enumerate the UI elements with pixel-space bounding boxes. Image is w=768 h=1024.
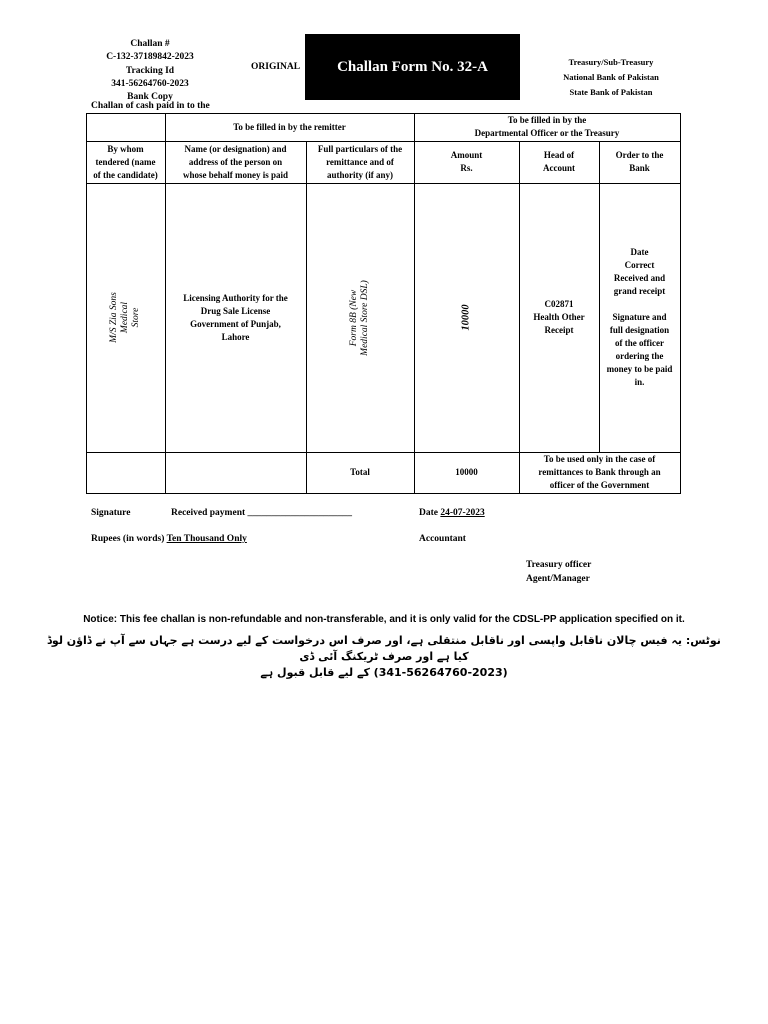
col-header-line: Name (or designation) and xyxy=(184,143,287,154)
bank-note xyxy=(519,452,680,493)
order-bank-line: Received and xyxy=(613,273,666,283)
date-field xyxy=(419,508,485,518)
col-header-order-bank xyxy=(599,141,680,183)
tendered-by-line: Store xyxy=(131,307,141,328)
col-header-line: Account xyxy=(543,163,575,173)
accountant-label: Accountant xyxy=(419,534,466,544)
notice-urdu xyxy=(40,633,728,681)
col-header-line: Order to the xyxy=(615,150,664,160)
treasury-line: State Bank of Pakistan xyxy=(569,87,653,97)
order-bank-line: ordering the xyxy=(615,351,664,361)
particulars-line: Medical Store DSL) xyxy=(359,279,370,356)
head-account-cell xyxy=(519,183,599,452)
col-header-line: authority (if any) xyxy=(327,169,393,180)
on-behalf-line: Drug Sale License xyxy=(200,305,271,316)
col-header-line: By whom xyxy=(107,143,144,154)
col-header-particulars xyxy=(306,141,414,183)
order-bank-cell xyxy=(599,183,680,452)
tracking-id: 341-56264760-2023 xyxy=(111,78,189,89)
treasury-block xyxy=(548,55,674,100)
col-header-head-account xyxy=(519,141,599,183)
tendered-by-cell xyxy=(86,183,165,452)
order-bank-line: Correct xyxy=(624,260,655,270)
rupees-field xyxy=(91,534,247,544)
particulars-cell xyxy=(306,183,414,452)
bank-note-line: officer of the Government xyxy=(549,480,650,490)
col-header-line: Full particulars of the xyxy=(317,143,403,154)
on-behalf-line: Licensing Authority for the xyxy=(183,292,288,303)
rupees-label: Rupees (in words) xyxy=(91,534,165,544)
col-header-name-address xyxy=(165,141,306,183)
received-label: Received payment xyxy=(171,508,246,518)
order-bank-line: Signature and xyxy=(612,312,667,322)
col-header-line: remittance and of xyxy=(326,156,394,167)
on-behalf-cell xyxy=(165,183,306,452)
col-header-line: Rs. xyxy=(460,163,473,173)
order-bank-line: grand receipt xyxy=(613,286,666,296)
amount-value: 10000 xyxy=(461,304,472,331)
treasury-line: Treasury/Sub-Treasury xyxy=(568,57,654,67)
col-header-line: address of the person on xyxy=(188,156,283,167)
total-label: Total xyxy=(350,467,370,477)
rupees-value: Ten Thousand Only xyxy=(166,534,247,544)
col-header-by-whom xyxy=(86,141,165,183)
order-bank-line: in. xyxy=(634,377,645,387)
signature-label: Signature xyxy=(91,508,131,518)
col-header-line: whose behalf money is paid xyxy=(182,169,289,180)
head-account-line: C02871 xyxy=(544,299,574,309)
col-header-line: tendered (name xyxy=(95,156,156,167)
particulars-line: Form 8B (New xyxy=(348,289,359,346)
remitter-section-header: To be filled in by the remitter xyxy=(233,121,346,132)
col-header-line: Bank xyxy=(629,163,650,173)
copy-type: Bank Copy xyxy=(127,92,173,103)
notice-english: Notice: This fee challan is non-refundable and non-transferable, and it is only valid for the CDSL-PP application specified on it. xyxy=(83,614,685,625)
particulars-text xyxy=(349,280,371,356)
on-behalf-line: Lahore xyxy=(221,331,250,342)
tracking-label: Tracking Id xyxy=(125,65,175,76)
tendered-by-line: M/S Zia Sons xyxy=(109,292,119,343)
received-blank: ______________________ xyxy=(247,508,353,518)
cash-paid-label: Challan of cash paid in to the xyxy=(91,101,210,111)
challan-table xyxy=(86,113,681,494)
officer-section-line: Departmental Officer or the Treasury xyxy=(474,128,620,138)
bank-note-line: To be used only in the case of xyxy=(543,454,656,464)
form-title: Challan Form No. 32-A xyxy=(305,34,520,100)
tendered-by-text xyxy=(109,292,142,343)
received-payment xyxy=(171,508,352,518)
order-bank-line: money to be paid xyxy=(606,364,673,374)
date-value: 24-07-2023 xyxy=(440,508,485,518)
officer-section-line: To be filled in by the xyxy=(507,115,587,125)
officer-section-header xyxy=(414,113,680,141)
notice-urdu-line: نوٹس: یہ فیس چالان ناقابل واپسی اور ناقابل منتقلی ہے، اور صرف اس درخواست کے لیے درست ہے جہاں سے آپ نے ڈاؤن لوڈ کیا ہے اور صرف ٹریکنگ آئی ڈی xyxy=(47,634,721,663)
treasury-line: National Bank of Pakistan xyxy=(563,72,659,82)
table-border-right xyxy=(680,113,681,494)
head-account-line: Health Other xyxy=(533,312,585,322)
col-header-amount xyxy=(414,141,519,183)
order-bank-line: full designation xyxy=(609,325,670,335)
order-bank-line: Date xyxy=(630,247,649,257)
head-account-line: Receipt xyxy=(544,325,574,335)
col-header-line: of the candidate) xyxy=(93,169,158,180)
treasury-officer-label: Treasury officer xyxy=(526,560,592,570)
original-label: ORIGINAL xyxy=(251,62,301,72)
total-amount: 10000 xyxy=(455,467,478,477)
on-behalf-line: Government of Punjab, xyxy=(190,318,281,329)
amount-cell xyxy=(414,183,519,452)
challan-header-left xyxy=(80,38,220,104)
tendered-by-line: Medical xyxy=(120,301,130,334)
challan-label: Challan # xyxy=(130,39,170,49)
notice-urdu-line: (341-56264760-2023) کے لیے قابل قبول ہے xyxy=(260,666,508,679)
agent-manager-label: Agent/Manager xyxy=(526,574,590,584)
col-header-line: Head of xyxy=(543,150,575,160)
col-header-line: Amount xyxy=(450,150,483,160)
bank-note-line: remittances to Bank through an xyxy=(538,467,661,477)
date-label: Date xyxy=(419,508,438,518)
challan-number: C-132-37189842-2023 xyxy=(106,52,194,63)
table-border-bottom xyxy=(86,493,681,494)
order-bank-line: of the officer xyxy=(615,338,664,348)
